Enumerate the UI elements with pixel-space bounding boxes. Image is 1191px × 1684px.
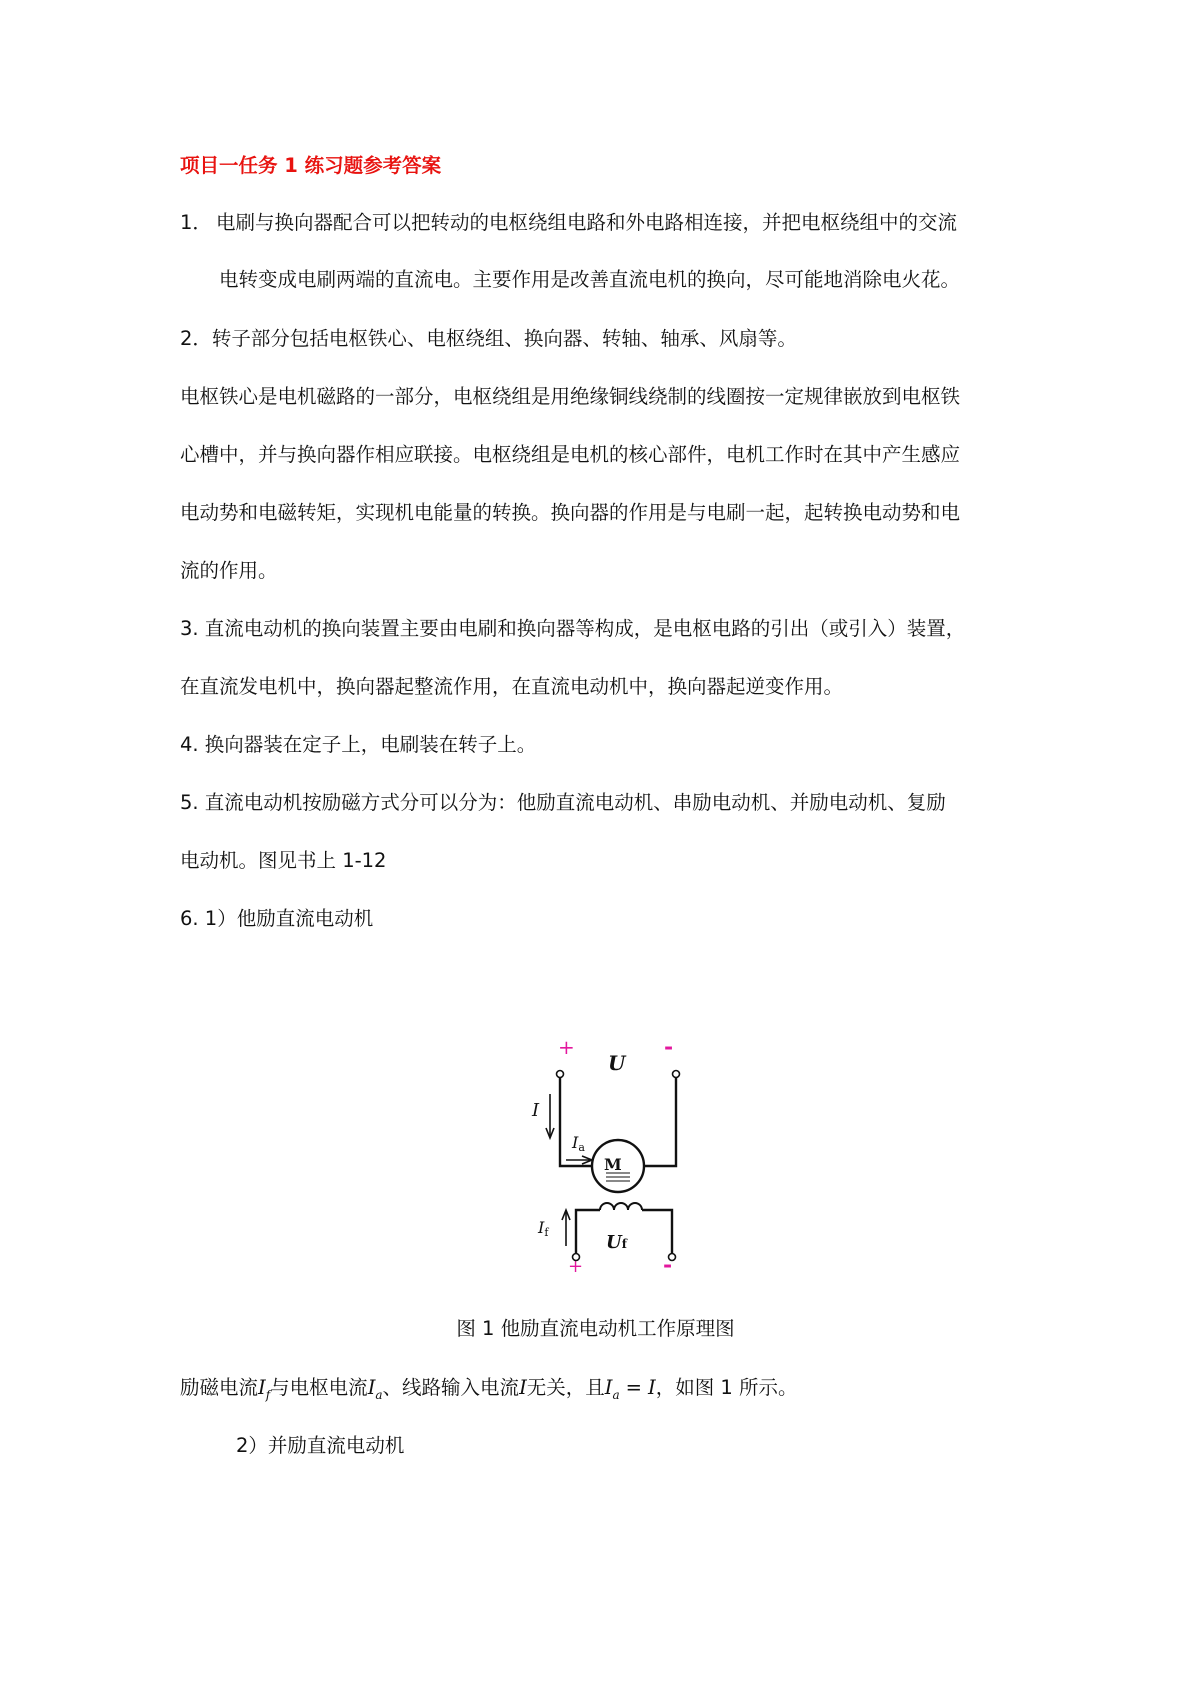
- figure-caption: 图 1 他励直流电动机工作原理图: [456, 1317, 735, 1340]
- answer-2-line-1: 2．转子部分包括电枢铁心、电枢绕组、换向器、转轴、轴承、风扇等。: [180, 327, 797, 350]
- voltage-label-uf: [606, 1232, 628, 1253]
- text-seg-2: 与电枢电流: [270, 1376, 368, 1399]
- text-seg-4: 无关，且: [526, 1376, 605, 1399]
- field-wire-right: [642, 1210, 672, 1254]
- answer-3-line-2: 在直流发电机中，换向器起整流作用，在直流电动机中，换向器起逆变作用。: [180, 675, 844, 698]
- math-i: I: [519, 1376, 527, 1399]
- math-ia: [367, 1376, 383, 1402]
- minus-bottom-label: -: [663, 1252, 673, 1276]
- answer-6-explanation: [180, 1374, 1020, 1409]
- current-label-if: [537, 1218, 549, 1239]
- math-ia-letter: I: [367, 1376, 376, 1399]
- text-seg-5: ，如图 1 所示。: [655, 1376, 798, 1399]
- uf-letter: U: [606, 1232, 622, 1253]
- armature-wire-right: [644, 1078, 676, 1166]
- answer-5-line-1: 5. 直流电动机按励磁方式分可以分为：他励直流电动机、串励电动机、并励电动机、复励: [180, 791, 946, 814]
- math-eq-ia: [604, 1376, 620, 1402]
- answer-6-subheading-2: 2）并励直流电动机: [236, 1434, 405, 1457]
- voltage-label-u: U: [608, 1051, 626, 1075]
- math-eq-ia-letter: I: [604, 1376, 613, 1399]
- plus-top-label: +: [558, 1036, 575, 1059]
- answer-4-line-1: 4. 换向器装在定子上，电刷装在转子上。: [180, 733, 537, 756]
- math-if-sub: f: [265, 1388, 271, 1402]
- answer-1-line-2: 电转变成电刷两端的直流电。主要作用是改善直流电机的换向，尽可能地消除电火花。: [219, 268, 961, 291]
- math-equals: =: [625, 1376, 642, 1399]
- answer-2-para-1: 电枢铁心是电机磁路的一部分，电枢绕组是用绝缘铜线绕制的线圈按一定规律嵌放到电枢铁: [180, 385, 961, 408]
- field-wire-left: [576, 1210, 600, 1254]
- text-seg-1: 励磁电流: [180, 1376, 259, 1399]
- if-subscript: f: [544, 1226, 549, 1239]
- minus-top-label: -: [664, 1036, 674, 1060]
- ia-letter: I: [572, 1133, 579, 1152]
- motor-symbol-lines: [606, 1173, 630, 1181]
- separately-excited-motor-diagram: [520, 1036, 700, 1276]
- answer-3-line-1: 3. 直流电动机的换向装置主要由电刷和换向器等构成，是电枢电路的引出（或引入）装置，: [180, 617, 966, 640]
- answer-1-text-1: 电刷与换向器配合可以把转动的电枢绕组电路和外电路相连接，并把电枢绕组中的交流: [216, 211, 958, 234]
- math-eq-ia-sub: a: [612, 1388, 620, 1402]
- math-ia-sub: a: [375, 1388, 383, 1402]
- answer-2-para-4: 流的作用。: [180, 559, 278, 582]
- answer-5-line-2: 电动机。图见书上 1-12: [180, 849, 387, 872]
- answer-2-para-2: 心槽中，并与换向器作相应联接。电枢绕组是电机的核心部件，电机工作时在其中产生感应: [180, 443, 961, 466]
- ia-subscript: a: [578, 1141, 585, 1154]
- document-title: 项目一任务 1 练习题参考答案: [180, 154, 442, 177]
- uf-subscript: f: [621, 1237, 627, 1251]
- answer-1-number: 1．: [180, 211, 212, 234]
- math-eq-i: I: [647, 1376, 656, 1399]
- if-letter: I: [538, 1218, 545, 1237]
- terminal-top-right: [673, 1071, 680, 1078]
- current-label-ia: [571, 1133, 585, 1154]
- current-label-i: I: [532, 1100, 540, 1121]
- math-if: [258, 1376, 271, 1402]
- field-coil: [600, 1203, 642, 1210]
- answer-2-para-3: 电动势和电磁转矩，实现机电能量的转换。换向器的作用是与电刷一起，起转换电动势和电: [180, 501, 961, 524]
- motor-label-m: M: [604, 1155, 622, 1174]
- plus-bottom-label: +: [568, 1256, 584, 1276]
- answer-1-line-1: [180, 209, 1020, 237]
- armature-wire-left: [560, 1078, 592, 1166]
- terminal-top-left: [557, 1071, 564, 1078]
- text-seg-3: 、线路输入电流: [382, 1376, 520, 1399]
- answer-6-line-1: 6. 1）他励直流电动机: [180, 907, 374, 930]
- math-if-letter: I: [258, 1376, 266, 1399]
